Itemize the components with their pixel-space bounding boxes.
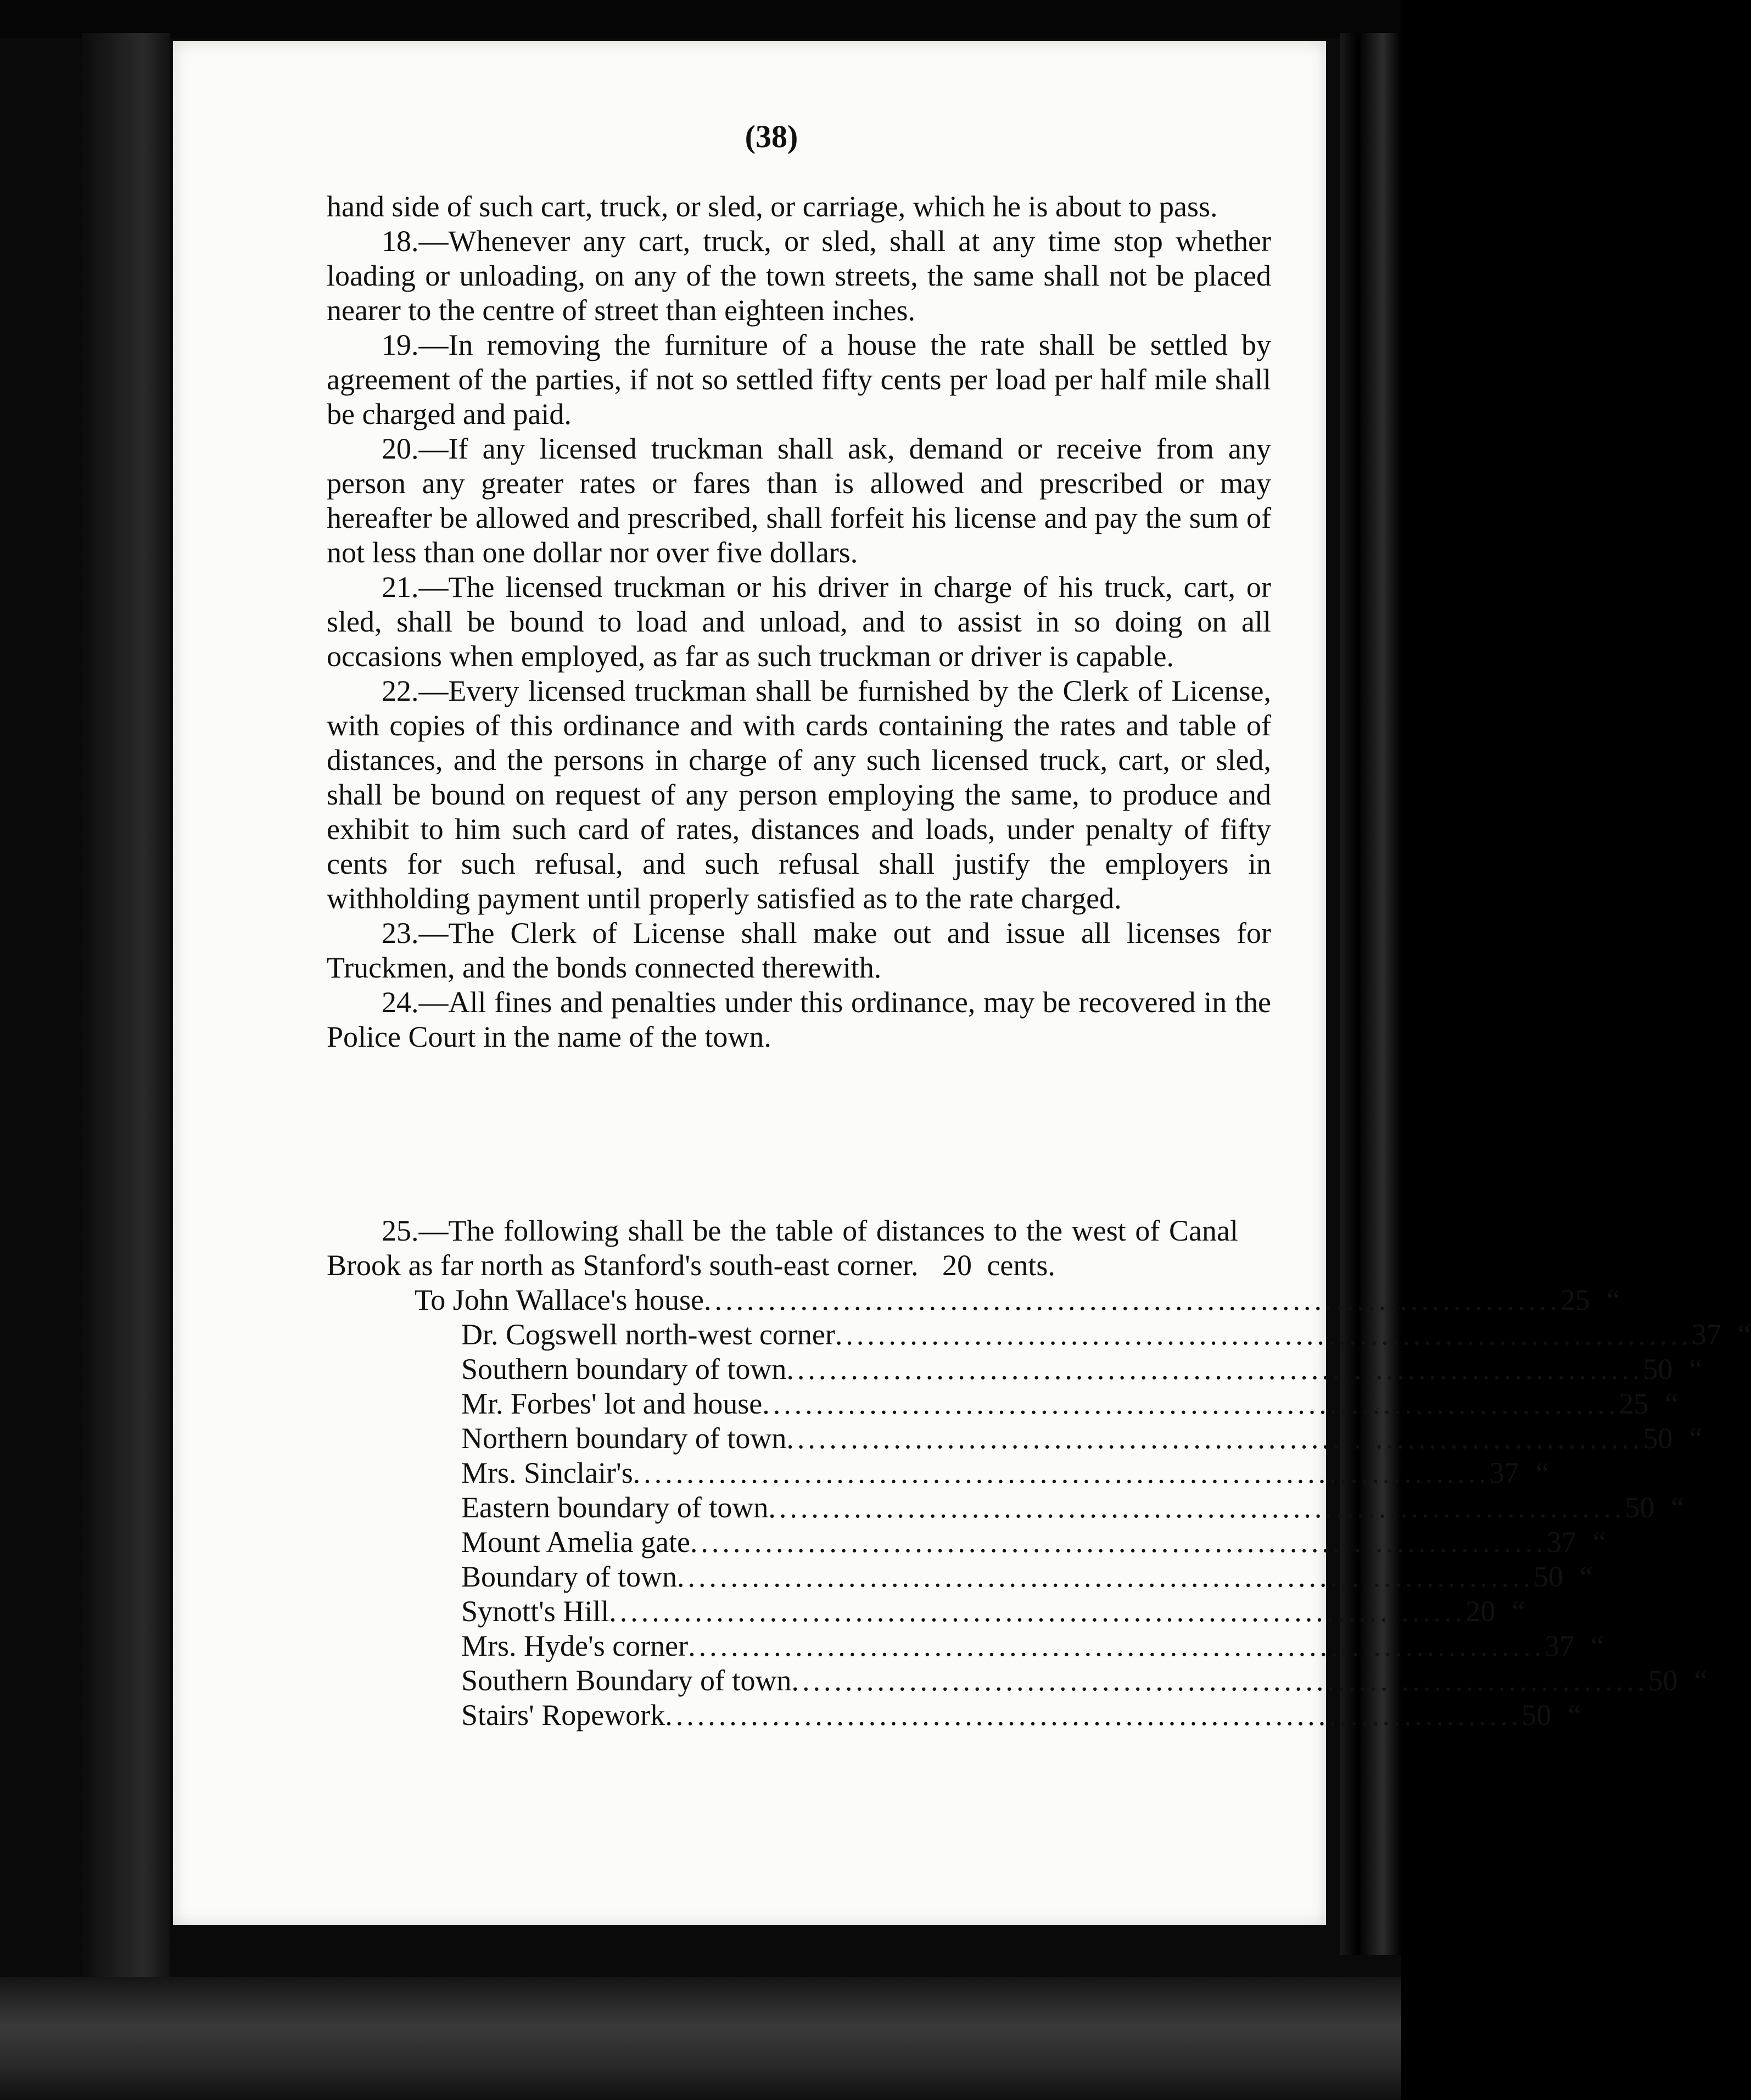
dot-leader: ................................................................................	[633, 1456, 1490, 1489]
distance-unit: “	[1689, 1422, 1703, 1455]
scan-top-edge	[0, 0, 1401, 38]
distance-unit: “	[1592, 1526, 1606, 1559]
distance-place-name: Southern Boundary of town	[461, 1664, 792, 1697]
distance-row	[327, 1629, 1604, 1663]
paragraph: 18.—Whenever any cart, truck, or sled, shall at any time stop whether loading or unloading, on any of the town streets, the same shall not be placed nearer to the centre of street than eighteen inches.	[327, 225, 1271, 327]
distance-unit: “	[1512, 1595, 1525, 1628]
dot-leader: ................................................................................	[676, 1560, 1534, 1593]
distance-table	[327, 1214, 1751, 1733]
dot-leader: ................................................................................	[768, 1491, 1625, 1524]
dot-leader: ................................................................................	[688, 1629, 1545, 1662]
paragraph: 19.—In removing the furniture of a house the rate shall be settled by agreement of the parties, if not so settled fifty cents per load per half mile shall be charged and paid.	[327, 328, 1271, 431]
distance-row	[327, 1663, 1708, 1698]
distance-row	[327, 1352, 1703, 1387]
distance-row	[327, 1421, 1703, 1456]
distance-place	[327, 1387, 1619, 1421]
distance-unit: “	[1535, 1456, 1549, 1489]
distance-row	[327, 1594, 1525, 1629]
dot-leader: ................................................................................	[690, 1526, 1547, 1559]
distance-unit: “	[1568, 1699, 1581, 1732]
distance-rate: 20	[1465, 1595, 1496, 1628]
distance-place-name: Synott's Hill	[461, 1595, 609, 1628]
distance-place-name: Mrs. Hyde's corner	[461, 1629, 689, 1662]
distance-rate: 50	[1648, 1664, 1678, 1697]
paragraph: 21.—The licensed truckman or his driver in charge of his truck, cart, or sled, shall be bound to load and unload, and to assist in so doing on all occasions when employed, as far as such truckman or driver is capable.	[327, 571, 1271, 673]
distance-rate: 37	[1546, 1526, 1576, 1559]
page-number: (38)	[745, 119, 798, 154]
distance-place-name: Dr. Cogswell north-west corner	[461, 1318, 835, 1351]
distance-rate: 25	[1619, 1387, 1649, 1420]
dot-leader: ................................................................................	[835, 1318, 1692, 1351]
dot-leader: ................................................................................	[704, 1283, 1561, 1316]
distance-place	[327, 1283, 1560, 1317]
distance-place-name: Mrs. Sinclair's	[461, 1456, 633, 1489]
distance-rows	[327, 1283, 1751, 1733]
distance-place-name: Stairs' Ropework	[461, 1699, 665, 1732]
distance-place	[327, 1490, 1625, 1524]
distance-rate: 37	[1691, 1318, 1721, 1351]
distance-intro-unit: cents.	[987, 1249, 1055, 1282]
distance-rate: 37	[1489, 1456, 1519, 1489]
distance-rate: 50	[1533, 1560, 1563, 1593]
distance-place	[327, 1456, 1490, 1490]
distance-intro-text: 25.—The following shall be the table of distances to the west of Canal Brook as far north as Stanford's south-east corner.	[327, 1214, 1238, 1282]
distance-unit: “	[1737, 1318, 1751, 1351]
distance-unit: “	[1689, 1353, 1703, 1386]
distance-place	[327, 1525, 1547, 1559]
distance-place	[327, 1421, 1643, 1455]
dot-leader: ................................................................................	[786, 1353, 1643, 1386]
distance-place-name: Boundary of town	[461, 1560, 677, 1593]
distance-unit: “	[1591, 1629, 1604, 1662]
distance-unit: “	[1694, 1664, 1708, 1697]
distance-place-name: Northern boundary of town	[461, 1422, 787, 1455]
distance-row	[327, 1387, 1679, 1421]
distance-place	[327, 1352, 1643, 1386]
distance-row	[327, 1698, 1581, 1733]
distance-table-intro	[327, 1214, 1238, 1283]
paragraph: 24.—All fines and penalties under this ordinance, may be recovered in the Police Court in the name of the town.	[327, 986, 1271, 1053]
distance-rate: 50	[1643, 1353, 1673, 1386]
distance-place-name: To John Wallace's house	[415, 1283, 704, 1316]
paragraph: 23.—The Clerk of License shall make out and issue all licenses for Truckmen, and the bonds connected therewith.	[327, 917, 1271, 984]
distance-intro-rate: 20	[942, 1249, 972, 1282]
distance-unit: “	[1607, 1283, 1620, 1316]
distance-unit: “	[1665, 1387, 1679, 1420]
dot-leader: ................................................................................	[762, 1387, 1619, 1420]
distance-place	[327, 1629, 1545, 1663]
distance-rate: 50	[1643, 1422, 1673, 1455]
distance-place-name: Mr. Forbes' lot and house	[461, 1387, 763, 1420]
distance-row	[327, 1525, 1606, 1560]
dot-leader: ................................................................................	[786, 1422, 1643, 1455]
distance-place	[327, 1594, 1465, 1628]
dot-leader: ................................................................................	[791, 1664, 1648, 1697]
dot-leader: ................................................................................	[665, 1699, 1522, 1732]
paragraph: 22.—Every licensed truckman shall be furnished by the Clerk of License, with copies of this ordinance and with cards containing the rates and table of distances, and the persons in charge of any such licensed truck, cart, or sled, shall be bound on request of any person employing the same, to produce and exhibit to him such card of rates, distances and loads, under penalty of fifty cents for such refusal, and such refusal shall justify the employers in withholding payment until properly satisfied as to the rate charged.	[327, 674, 1271, 915]
distance-rate: 37	[1545, 1629, 1575, 1662]
distance-unit: “	[1579, 1560, 1593, 1593]
scan-bottom-edge	[0, 1977, 1401, 2100]
distance-place-name: Southern boundary of town	[461, 1353, 787, 1386]
paragraph: 20.—If any licensed truckman shall ask, demand or receive from any person any greater rates or fares than is allowed and prescribed or may hereafter be allowed and prescribed, shall forfeit his license and pay the sum of not less than one dollar nor over five dollars.	[327, 432, 1271, 569]
paragraph: hand side of such cart, truck, or sled, or carriage, which he is about to pass.	[327, 190, 1218, 223]
distance-rate: 50	[1521, 1699, 1552, 1732]
distance-row	[327, 1317, 1751, 1352]
distance-unit: “	[1671, 1491, 1685, 1524]
distance-place	[327, 1317, 1692, 1351]
distance-rate: 50	[1625, 1491, 1655, 1524]
distance-row	[327, 1490, 1685, 1525]
distance-row	[327, 1560, 1593, 1594]
distance-row	[327, 1283, 1620, 1317]
distance-place	[327, 1663, 1648, 1697]
distance-place-name: Mount Amelia gate	[461, 1526, 690, 1559]
distance-place	[327, 1698, 1521, 1732]
dot-leader: ................................................................................	[609, 1595, 1466, 1628]
distance-place-name: Eastern boundary of town	[461, 1491, 769, 1524]
distance-rate: 25	[1560, 1283, 1591, 1316]
ordinance-text	[327, 189, 1271, 1054]
scan-left-edge	[82, 33, 170, 2065]
distance-place	[327, 1560, 1534, 1594]
distance-row	[327, 1456, 1549, 1490]
